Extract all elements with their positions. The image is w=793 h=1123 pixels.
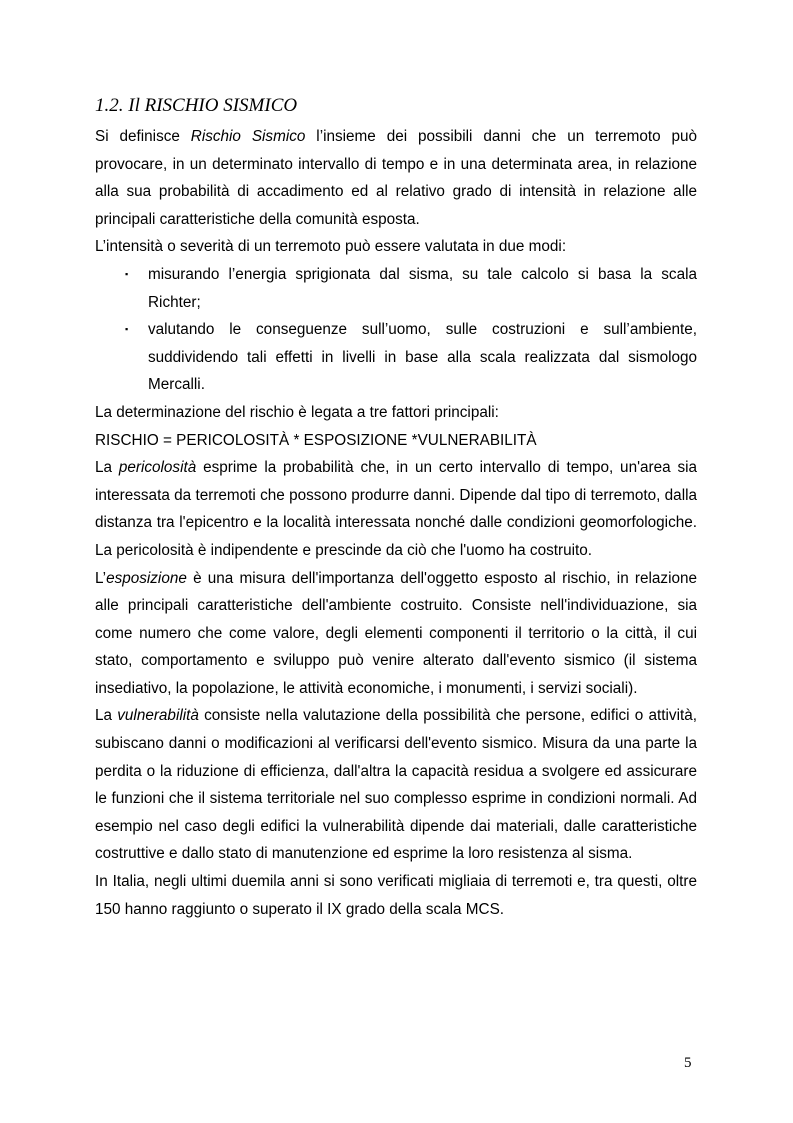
esposizione-term: esposizione [106,569,187,587]
pericolosita-paragraph [95,454,697,564]
esposizione-pre: L’ [95,569,107,587]
list-item-text: valutando le conseguenze sull’uomo, sulle costruzioni e sull’ambiente, suddividendo tali effetti in livelli in base alla scala realizzata dal sismologo Mercalli. [148,321,697,394]
intensity-intro: L’intensità o severità di un terremoto può essere valutata in due modi: [95,238,567,256]
methods-list [95,261,697,399]
bullet-icon: ▪ [125,324,129,335]
list-item [95,316,697,399]
document-page [95,94,697,923]
intro-post: l’insieme dei possibili danni che un terremoto può provocare, in un determinato intervallo di tempo e in una determinata area, in relazione alla sua probabilità di accadimento ed al relativo grado di intensità in relazione alle principali caratteristiche della comunità esposta. [95,128,698,228]
esposizione-post: è una misura dell'importanza dell'oggetto esposto al rischio, in relazione alle principali caratteristiche dell'ambiente costruito. Consiste nell'individuazione, sia come numero che come valore, degli elementi componenti il territorio o la città, il cui stato, comportamento e sviluppo può venire alterato dall'evento sismico (il sistema insediativo, la popolazione, le attività economiche, i monumenti, i servizi sociali). [95,569,697,697]
vulnerabilita-post: consiste nella valutazione della possibilità che persone, edifici o attività, subiscano danni o modificazioni al verificarsi dell'evento sismico. Misura da una parte la perdita o la riduzione di efficienza, dall'altra la capacità residua a svolgere ed assicurare le funzioni che il sistema territoriale nel suo complesso esprime in condizioni normali. Ad esempio nel caso degli edifici la vulnerabilità dipende dai materiali, dalle caratteristiche costruttive e dallo stato di manutenzione ed esprime la loro resistenza al sisma. [95,707,697,863]
pericolosita-term: pericolosità [118,459,197,477]
section-heading: 1.2. Il RISCHIO SISMICO [95,95,298,116]
page-number: 5 [684,1055,692,1071]
vulnerabilita-paragraph [95,702,697,868]
italia-paragraph: In Italia, negli ultimi duemila anni si sono verificati migliaia di terremoti e, tra questi, oltre 150 hanno raggiunto o superato il IX grado della scala MCS. [95,873,697,918]
vulnerabilita-term: vulnerabilità [117,707,199,725]
pericolosita-post: esprime la probabilità che, in un certo intervallo di tempo, un'area sia interessata da terremoti che possono produrre danni. Dipende dal tipo di terremoto, dalla distanza tra l'epicentro e la località interessata nonché dalle condizioni geomorfologiche. La pericolosità è indipendente e prescinde da ciò che l'uomo ha costruito. [95,459,698,559]
intro-pre: Si definisce [95,128,191,145]
esposizione-paragraph [95,565,697,703]
intro-term: Rischio Sismico [190,128,306,145]
vulnerabilita-pre: La [95,707,118,725]
list-item [95,261,697,316]
pericolosita-pre: La [95,459,119,477]
risk-formula: RISCHIO = PERICOLOSITÀ * ESPOSIZIONE *VULNERABILITÀ [95,431,537,449]
list-item-text: misurando l’energia sprigionata dal sisma, su tale calcolo si basa la scala Richter; [148,265,697,311]
intro-paragraph [95,123,697,233]
bullet-icon: ▪ [125,268,129,279]
determination-text: La determinazione del rischio è legata a tre fattori principali: [95,403,499,421]
